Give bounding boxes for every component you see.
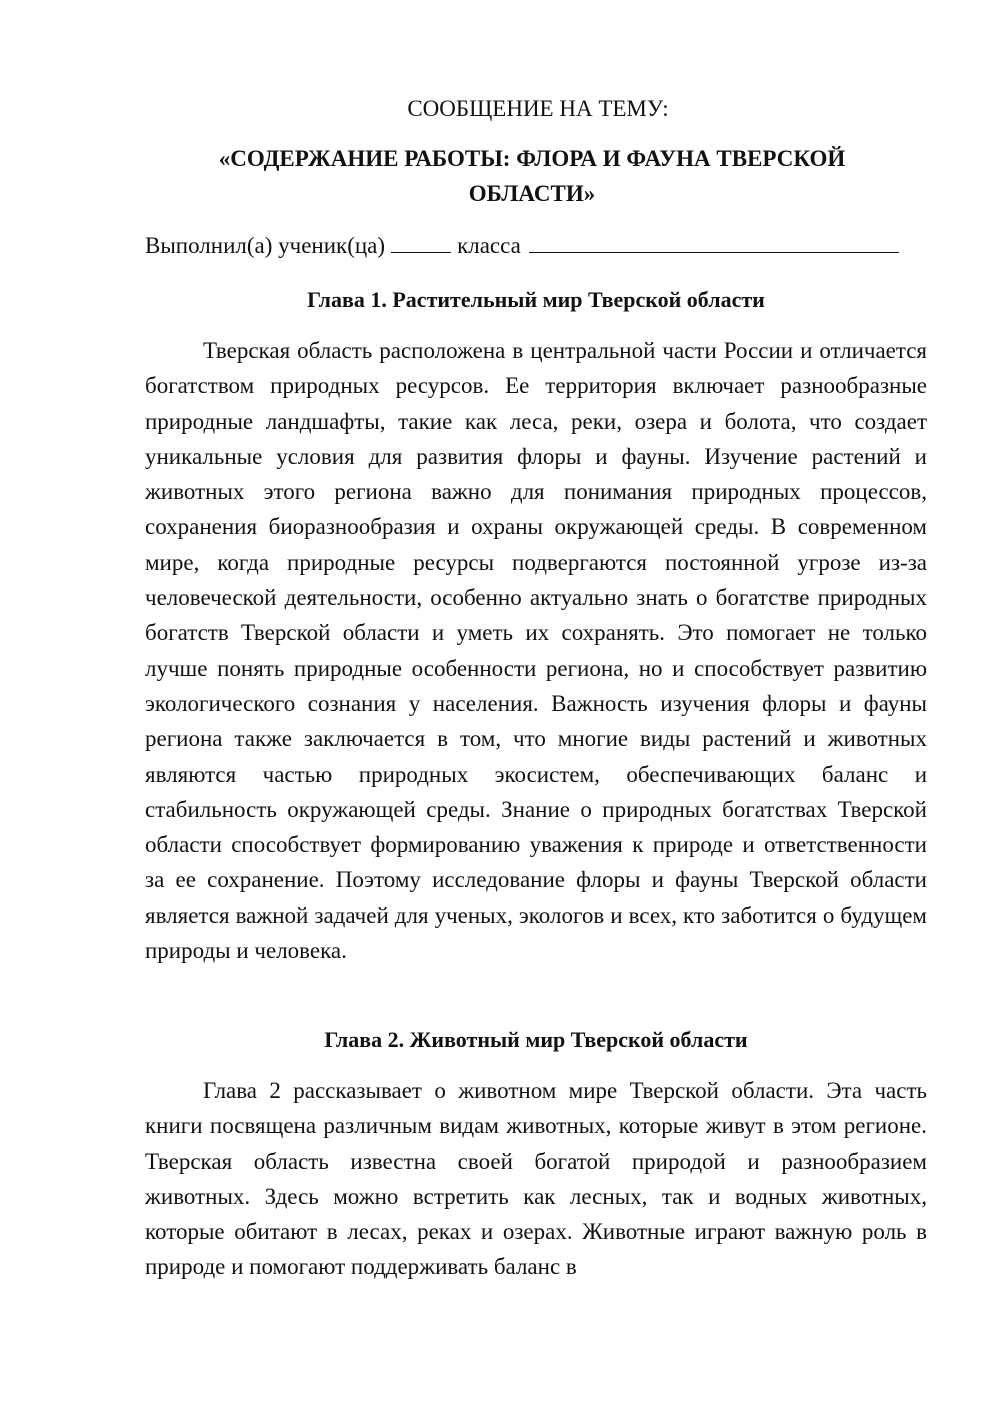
chapter-2-paragraph: Глава 2 рассказывает о животном мире Тверской области. Эта часть книги посвящена различным видам животных, которые живут в этом регионе. Тверская область известна своей богатой природой и разнообразием животных. Здесь можно встретить как лесных, так и водных животных, которые обитают в лесах, реках и озерах. Животные играют важную роль в природе и помогают поддерживать баланс в: [145, 1078, 927, 1280]
chapter-1-title: Глава 1. Растительный мир Тверской области: [307, 287, 765, 312]
topic-heading: СООБЩЕНИЕ НА ТЕМУ:: [407, 96, 669, 121]
name-blank: [529, 232, 899, 253]
chapter-1-paragraph: Тверская область расположена в центральной части России и отличается богатством природных ресурсов. Ее территория включает разнообразные природные ландшафты, такие как леса, реки, озера и болота, что создает уникальные условия для развития флоры и фауны. Изучение растений и животных этого региона важно для понимания природных процессов, сохранения биоразнообразия и охраны окружающей среды. В современном мире, когда природные ресурсы подвергаются постоянной угрозе из-за человеческой деятельности, особенно актуально знать о богатстве природных богатств Тверской области и уметь их сохранять. Это помогает не только лучше понять природные особенности региона, но и способствует развитию экологического сознания у населения. Важность изучения флоры и фауны региона также заключается в том, что многие виды растений и животных являются частью природных экосистем, обеспечивающих баланс и стабильность окружающей среды. Знание о природных богатствах Тверской области способствует формированию уважения к природе и ответственности за ее сохранение. Поэтому исследование флоры и фауны Тверской области является важной задачей для ученых, экологов и всех, кто заботится о будущем природы и человека.: [145, 338, 927, 964]
class-blank: [391, 232, 451, 253]
class-word: класса: [457, 233, 521, 258]
author-prefix: Выполнил(а) ученик(ца): [145, 233, 386, 258]
chapter-2-title: Глава 2. Животный мир Тверской области: [324, 1027, 748, 1052]
document-title: «СОДЕРЖАНИЕ РАБОТЫ: ФЛОРА И ФАУНА ТВЕРСКОЙ ОБЛАСТИ»: [218, 146, 846, 206]
author-line: [145, 231, 935, 261]
